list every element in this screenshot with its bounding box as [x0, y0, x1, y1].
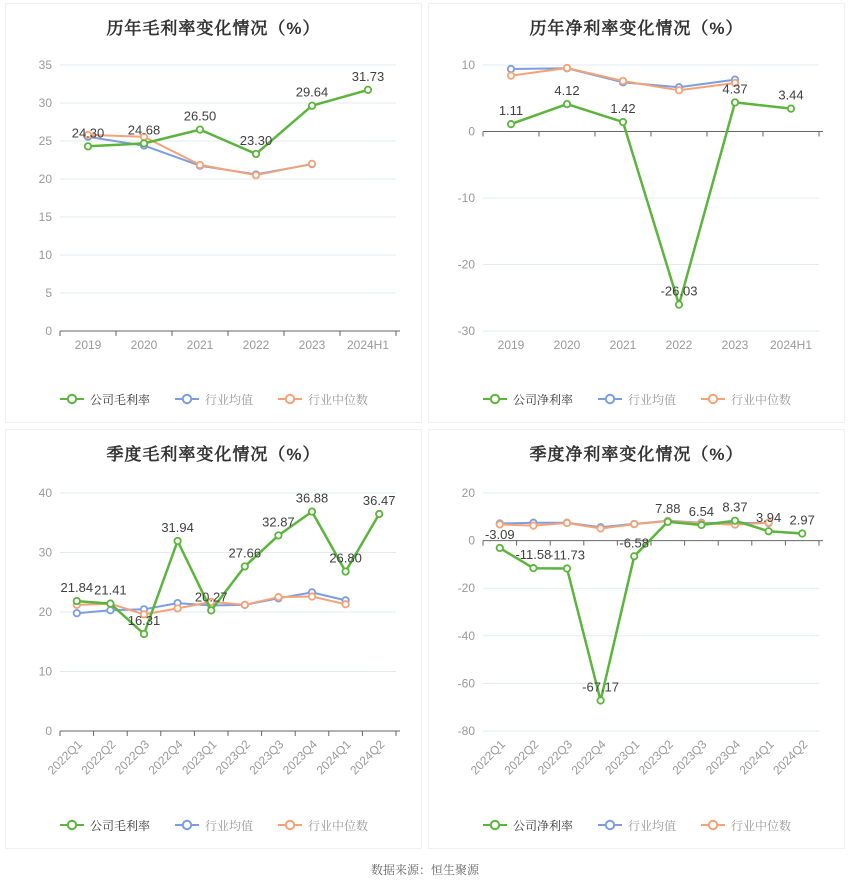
annual-net-margin-card	[428, 3, 845, 423]
line-marker-icon	[597, 393, 623, 405]
svg-text:26.50: 26.50	[183, 108, 217, 124]
line-marker-icon	[277, 819, 303, 831]
svg-text:24.30: 24.30	[71, 125, 105, 141]
svg-text:0: 0	[45, 724, 52, 738]
svg-text:-20: -20	[457, 581, 475, 596]
line-marker-icon	[700, 819, 726, 831]
svg-text:0: 0	[468, 124, 475, 139]
legend-label: 行业均值	[627, 392, 676, 407]
svg-text:2023Q1: 2023Q1	[602, 737, 643, 778]
line-marker-icon	[597, 819, 623, 831]
svg-text:26.80: 26.80	[329, 550, 362, 566]
svg-text:-60: -60	[457, 676, 475, 691]
quarterly-gross-margin-chart	[10, 467, 417, 809]
svg-text:-20: -20	[457, 257, 475, 272]
svg-text:20.27: 20.27	[194, 589, 228, 605]
legend-item-company[interactable]	[482, 817, 573, 834]
legend-label: 行业均值	[204, 392, 253, 407]
legend-label: 公司净利率	[512, 818, 573, 833]
svg-text:-26.03: -26.03	[660, 283, 698, 299]
legend-item-industry-median[interactable]	[277, 817, 368, 834]
annual-net-margin-title: 历年净利率变化情况（%）	[529, 19, 744, 38]
svg-text:32.87: 32.87	[262, 514, 295, 530]
svg-text:2023: 2023	[721, 338, 749, 352]
legend-item-industry-mean[interactable]	[174, 391, 253, 408]
svg-text:2.97: 2.97	[789, 512, 815, 528]
legend-label: 公司毛利率	[89, 392, 150, 407]
svg-text:2022Q3: 2022Q3	[535, 737, 576, 778]
legend-label: 行业中位数	[731, 392, 792, 407]
svg-text:23.30: 23.30	[239, 132, 273, 148]
quarterly-gross-margin-title: 季度毛利率变化情况（%）	[106, 445, 321, 464]
svg-text:2023: 2023	[298, 338, 326, 352]
svg-text:2020: 2020	[553, 338, 581, 352]
svg-text:-30: -30	[457, 324, 475, 338]
svg-text:2023Q3: 2023Q3	[669, 737, 710, 778]
svg-text:35: 35	[38, 58, 52, 72]
legend-item-industry-median[interactable]	[700, 817, 791, 834]
legend-item-industry-median[interactable]	[277, 391, 368, 408]
svg-text:2023Q3: 2023Q3	[246, 737, 287, 778]
svg-text:-10: -10	[457, 191, 475, 205]
svg-text:20: 20	[38, 172, 52, 186]
svg-text:0: 0	[468, 533, 475, 548]
svg-text:40: 40	[38, 486, 52, 500]
quarterly-gross-margin-card	[5, 429, 422, 849]
legend-item-industry-mean[interactable]	[174, 817, 253, 834]
quarterly-net-margin-legend	[429, 809, 844, 841]
svg-text:2024Q1: 2024Q1	[736, 737, 777, 778]
svg-text:5: 5	[45, 286, 52, 300]
legend-label: 行业中位数	[308, 392, 369, 407]
svg-text:24.68: 24.68	[127, 122, 161, 138]
line-marker-icon	[174, 393, 200, 405]
svg-text:15: 15	[38, 210, 52, 224]
svg-text:36.47: 36.47	[362, 493, 396, 509]
svg-text:-80: -80	[457, 724, 475, 738]
svg-text:36.88: 36.88	[295, 490, 329, 506]
svg-text:2019: 2019	[497, 338, 525, 352]
svg-text:2022: 2022	[665, 338, 693, 352]
svg-text:20: 20	[461, 486, 475, 500]
svg-text:2023Q1: 2023Q1	[179, 737, 220, 778]
quarterly-net-margin-chart	[433, 467, 840, 809]
svg-text:2021: 2021	[186, 338, 214, 352]
svg-text:2024H1: 2024H1	[769, 338, 813, 352]
svg-text:10: 10	[38, 664, 52, 679]
annual-gross-margin-legend	[6, 383, 421, 415]
svg-text:2019: 2019	[74, 338, 102, 352]
svg-text:-11.73: -11.73	[549, 547, 585, 563]
annual-gross-margin-chart	[10, 41, 417, 383]
svg-text:10: 10	[461, 58, 475, 72]
line-marker-icon	[277, 393, 303, 405]
legend-label: 行业均值	[204, 818, 253, 833]
svg-text:30: 30	[38, 545, 52, 560]
legend-item-company[interactable]	[482, 391, 573, 408]
svg-text:3.44: 3.44	[778, 87, 804, 103]
quarterly-gross-margin-legend	[6, 809, 421, 841]
svg-text:2022Q3: 2022Q3	[112, 737, 153, 778]
svg-text:27.66: 27.66	[228, 545, 262, 561]
svg-text:31.73: 31.73	[351, 68, 385, 84]
legend-item-company[interactable]	[59, 817, 150, 834]
legend-item-industry-mean[interactable]	[597, 391, 676, 408]
svg-text:0: 0	[45, 324, 52, 338]
svg-text:1.42: 1.42	[610, 101, 636, 117]
legend-item-industry-mean[interactable]	[597, 817, 676, 834]
svg-text:2024Q1: 2024Q1	[313, 737, 354, 778]
svg-text:2020: 2020	[130, 338, 158, 352]
svg-text:2022Q4: 2022Q4	[145, 737, 186, 778]
svg-text:10: 10	[38, 248, 52, 262]
svg-text:4.37: 4.37	[722, 81, 748, 97]
svg-text:2024Q2: 2024Q2	[347, 737, 388, 778]
svg-text:2022Q2: 2022Q2	[501, 737, 542, 778]
svg-text:21.84: 21.84	[60, 580, 94, 596]
legend-label: 公司毛利率	[89, 818, 150, 833]
svg-text:1.11: 1.11	[498, 103, 524, 119]
svg-text:-11.58: -11.58	[515, 547, 552, 563]
svg-text:2023Q2: 2023Q2	[212, 737, 253, 778]
svg-text:-6.58: -6.58	[619, 535, 650, 551]
svg-text:20: 20	[38, 605, 52, 619]
legend-label: 行业均值	[627, 818, 676, 833]
svg-text:6.54: 6.54	[688, 504, 715, 520]
svg-text:2022Q4: 2022Q4	[568, 737, 609, 778]
svg-text:7.88: 7.88	[655, 500, 681, 516]
svg-text:2023Q2: 2023Q2	[635, 737, 676, 778]
svg-text:3.94: 3.94	[755, 510, 782, 526]
svg-text:30: 30	[38, 96, 52, 110]
svg-text:21.41: 21.41	[94, 582, 127, 598]
line-marker-icon	[482, 393, 508, 405]
svg-text:-40: -40	[457, 628, 475, 643]
line-marker-icon	[59, 393, 85, 405]
svg-text:29.64: 29.64	[295, 84, 329, 100]
svg-text:2023Q4: 2023Q4	[280, 737, 321, 778]
annual-gross-margin-title: 历年毛利率变化情况（%）	[106, 19, 321, 38]
annual-net-margin-legend	[429, 383, 844, 415]
annual-net-margin-chart	[433, 41, 840, 383]
line-marker-icon	[700, 393, 726, 405]
legend-item-company[interactable]	[59, 391, 150, 408]
svg-text:2022Q2: 2022Q2	[78, 737, 119, 778]
annual-gross-margin-card	[5, 3, 422, 423]
svg-text:2022Q1: 2022Q1	[44, 737, 85, 778]
line-marker-icon	[59, 819, 85, 831]
legend-label: 公司净利率	[512, 392, 573, 407]
svg-text:2021: 2021	[609, 338, 637, 352]
svg-text:16.31: 16.31	[127, 612, 161, 628]
line-marker-icon	[482, 819, 508, 831]
quarterly-net-margin-card	[428, 429, 845, 849]
data-source-note: 数据来源：恒生聚源	[370, 863, 479, 877]
legend-item-industry-median[interactable]	[700, 391, 791, 408]
svg-text:-3.09: -3.09	[484, 526, 515, 542]
svg-text:4.12: 4.12	[554, 83, 580, 99]
svg-text:-67.17: -67.17	[582, 679, 620, 695]
quarterly-net-margin-title: 季度净利率变化情况（%）	[529, 445, 744, 464]
svg-text:2024H1: 2024H1	[346, 338, 390, 352]
svg-text:2024Q2: 2024Q2	[770, 737, 811, 778]
svg-text:2022Q1: 2022Q1	[467, 737, 508, 778]
svg-text:2022: 2022	[242, 338, 270, 352]
line-marker-icon	[174, 819, 200, 831]
legend-label: 行业中位数	[308, 818, 369, 833]
svg-text:8.37: 8.37	[722, 499, 748, 515]
svg-text:2023Q4: 2023Q4	[703, 737, 744, 778]
svg-text:31.94: 31.94	[161, 519, 194, 535]
legend-label: 行业中位数	[731, 818, 792, 833]
svg-text:25: 25	[38, 134, 52, 148]
